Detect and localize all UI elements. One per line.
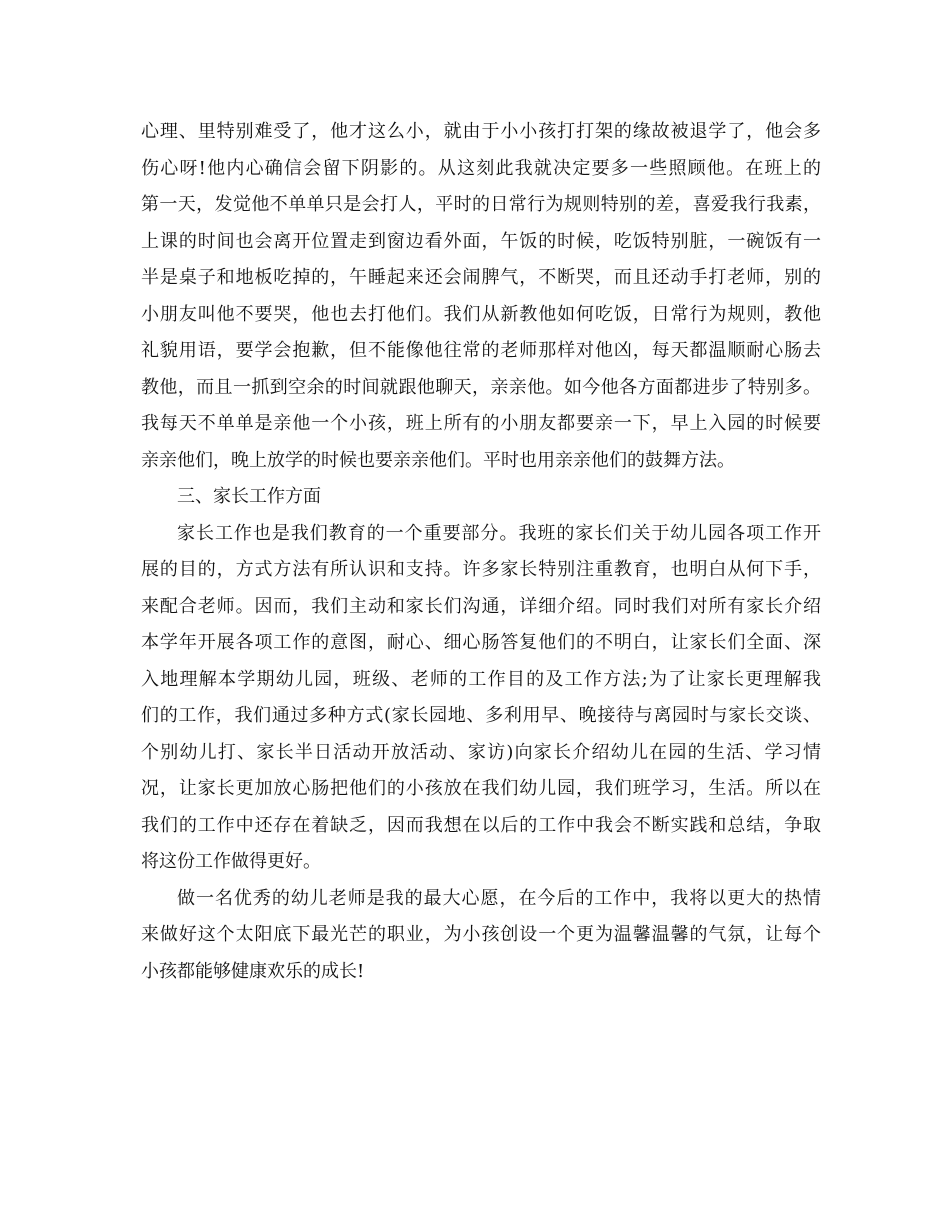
text-line: 来做好这个太阳底下最光芒的职业，为小孩创设一个更为温馨温馨的气氛，让每个 [141, 924, 821, 945]
text-line: 亲亲他们，晚上放学的时候也要亲亲他们。平时也用亲亲他们的鼓舞方法。 [141, 449, 735, 471]
text-line: 伤心呀!他内心确信会留下阴影的。从这刻此我就决定要多一些照顾他。在班上的 [141, 157, 821, 179]
text-line: 家长工作也是我们教育的一个重要部分。我班的家长们关于幼儿园各项工作开 [177, 522, 821, 544]
paragraph-child-care [141, 114, 821, 479]
text-line: 来配合老师。因而，我们主动和家长们沟通，详细介绍。同时我们对所有家长介绍 [141, 595, 821, 617]
text-line: 况，让家长更加放心肠把他们的小孩放在我们幼儿园，我们班学习，生活。所以在 [141, 778, 821, 799]
paragraph-conclusion [141, 881, 821, 991]
text-line: 小朋友叫他不要哭，他也去打他们。我们从新教他如何吃饭，日常行为规则，教他 [141, 303, 821, 325]
text-line: 小孩都能够健康欢乐的成长! [141, 960, 365, 982]
text-line: 教他，而且一抓到空余的时间就跟他聊天，亲亲他。如今他各方面都进步了特别多。 [141, 376, 821, 398]
text-line: 本学年开展各项工作的意图，耐心、细心肠答复他们的不明白，让家长们全面、深 [141, 632, 821, 653]
text-line: 我们的工作中还存在着缺乏，因而我想在以后的工作中我会不断实践和总结，争取 [141, 814, 821, 836]
text-line: 入地理解本学期幼儿园，班级、老师的工作目的及工作方法;为了让家长更理解我 [141, 668, 821, 690]
text-line: 上课的时间也会离开位置走到窗边看外面，午饭的时候，吃饭特别脏，一碗饭有一 [141, 230, 821, 252]
text-line: 做一名优秀的幼儿老师是我的最大心愿，在今后的工作中，我将以更大的热情 [177, 887, 821, 909]
paragraph-parent-work [141, 516, 821, 881]
text-line: 展的目的，方式方法有所认识和支持。许多家长特别注重教育，也明白从何下手， [141, 559, 821, 580]
text-line: 个别幼儿打、家长半日活动开放活动、家访)向家长介绍幼儿在园的生活、学习情 [141, 741, 821, 763]
text-line: 第一天，发觉他不单单只是会打人，平时的日常行为规则特别的差，喜爱我行我素， [141, 194, 821, 215]
text-line: 将这份工作做得更好。 [141, 851, 321, 872]
text-line: 们的工作，我们通过多种方式(家长园地、多利用早、晚接待与离园时与家长交谈、 [141, 705, 821, 726]
document-body [141, 114, 821, 990]
text-line: 半是桌子和地板吃掉的，午睡起来还会闹脾气，不断哭，而且还动手打老师，别的 [141, 267, 821, 288]
text-line: 礼貌用语，要学会抱歉，但不能像他往常的老师那样对他凶，每天都温顺耐心肠去 [141, 340, 821, 361]
section-heading-parent-work: 三、家长工作方面 [177, 486, 321, 507]
text-line: 我每天不单单是亲他一个小孩，班上所有的小朋友都要亲一下，早上入园的时候要 [141, 413, 821, 434]
text-line: 心理、里特别难受了，他才这么小，就由于小小孩打打架的缘故被退学了，他会多 [141, 121, 821, 142]
